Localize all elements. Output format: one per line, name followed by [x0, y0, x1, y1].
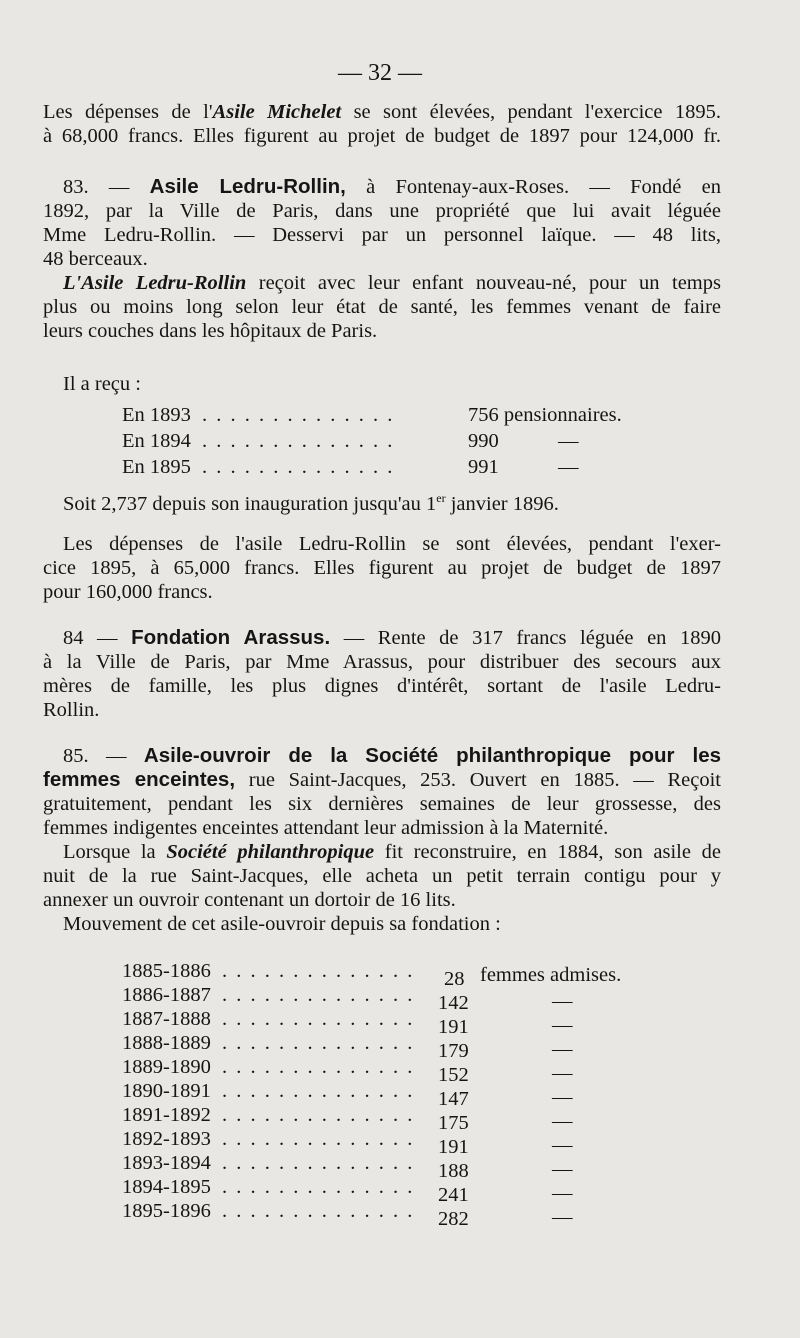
row-period: 1887-1888: [122, 1008, 211, 1030]
total-line: [43, 486, 721, 516]
s85-line-2: [43, 768, 721, 792]
row-period: 1885-1886: [122, 960, 211, 982]
asile-michelet-name: Asile Michelet: [212, 101, 342, 123]
row-dots: . . . . . . . . . . . . . .: [222, 960, 415, 982]
total-sup: er: [436, 491, 446, 505]
row-dots: . . . . . . . . . . . . . .: [222, 1128, 415, 1150]
s85-line2-rest: rue Saint-Jacques, 253. Ouvert en 1885. — Reçoit: [235, 769, 721, 791]
s84-line-2: à la Ville de Paris, par Mme Arassus, pour distribuer des secours aux: [43, 651, 721, 673]
row-period: 1886-1887: [122, 984, 211, 1006]
row-dots: . . . . . . . . . . . . . .: [222, 1032, 415, 1054]
dep-line-1: Les dépenses de l'asile Ledru-Rollin se sont élevées, pendant l'exer-: [63, 533, 721, 555]
s83-number: 83. —: [63, 176, 150, 198]
ditto-mark: —: [552, 1014, 573, 1036]
asile-ledru-rollin-name: L'Asile Ledru-Rollin: [63, 272, 247, 294]
s83-p2-line-2: plus ou moins long selon leur état de santé, les femmes venant de faire: [43, 296, 721, 318]
s85-line-1: [43, 744, 721, 768]
row-dots: . . . . . . . . . . . . . .: [222, 1104, 415, 1126]
row-period: 1895-1896: [122, 1200, 211, 1222]
s85-p2-line-3: annexer un ouvroir contenant un dortoir de 16 lits.: [43, 889, 456, 911]
s85-title: Asile-ouvroir de la Société philanthropique pour les: [143, 744, 721, 767]
row-value: 756 pensionnaires.: [468, 404, 622, 426]
s84-line-3: mères de famille, les plus dignes d'intérêt, sortant de l'asile Ledru-: [43, 675, 721, 697]
ditto-mark: —: [558, 456, 579, 478]
s83-line-1: [43, 175, 721, 199]
row-value: 152: [438, 1064, 469, 1086]
ditto-mark: —: [552, 1110, 573, 1132]
s83-total: [43, 486, 721, 516]
intro-text-rest: se sont élevées, pendant l'exercice 1895.: [341, 101, 721, 123]
s84-title: Fondation Arassus.: [131, 626, 331, 649]
s83-p2-rest: reçoit avec leur enfant nouveau-né, pour un temps: [246, 272, 721, 294]
row-value: 191: [438, 1016, 469, 1038]
intro-line-1: [43, 100, 721, 124]
section-84: [43, 626, 721, 722]
ditto-mark: —: [552, 1158, 573, 1180]
row-year: En 1894: [122, 430, 191, 452]
row-value: 991: [468, 456, 499, 478]
row-dots: . . . . . . . . . . . . . .: [222, 1152, 415, 1174]
row-dots: . . . . . . . . . . . . . .: [222, 984, 415, 1006]
s85-line-4: femmes indigentes enceintes attendant leur admission à la Maternité.: [43, 817, 609, 839]
dep-line-2: cice 1895, à 65,000 francs. Elles figurent au projet de budget de 1897: [43, 557, 721, 579]
row-period: 1893-1894: [122, 1152, 211, 1174]
dep-line-3: pour 160,000 francs.: [43, 581, 213, 603]
s83-line-4: 48 berceaux.: [43, 248, 148, 270]
row-period: 1888-1889: [122, 1032, 211, 1054]
s83-title: Asile Ledru-Rollin,: [149, 175, 346, 198]
s84-line1-rest: — Rente de 317 francs léguée en 1890: [330, 627, 721, 649]
s83-recu: [43, 372, 721, 396]
row-period: 1891-1892: [122, 1104, 211, 1126]
row-dots: . . . . . . . . . . . . . .: [202, 456, 395, 478]
s83-depenses: [43, 532, 721, 604]
row-year: En 1893: [122, 404, 191, 426]
row-period: 1889-1890: [122, 1056, 211, 1078]
row-value: 179: [438, 1040, 469, 1062]
row-value: 142: [438, 992, 469, 1014]
ditto-mark: —: [552, 1038, 573, 1060]
row-dots: . . . . . . . . . . . . . .: [202, 430, 395, 452]
row-year: En 1895: [122, 456, 191, 478]
s84-number: 84 —: [63, 627, 132, 649]
ditto-mark: —: [552, 990, 573, 1012]
s85-line-3: gratuitement, pendant les six dernières semaines de leur grossesse, des: [43, 793, 721, 815]
row-dots: . . . . . . . . . . . . . .: [202, 404, 395, 426]
row-value: 175: [438, 1112, 469, 1134]
societe-name: Société philanthropique: [166, 841, 375, 863]
s83-line-3: Mme Ledru-Rollin. — Desservi par un personnel laïque. — 48 lits,: [43, 224, 721, 246]
row-period: 1890-1891: [122, 1080, 211, 1102]
ditto-mark: —: [552, 1134, 573, 1156]
row-dots: . . . . . . . . . . . . . .: [222, 1200, 415, 1222]
ditto-mark: —: [552, 1086, 573, 1108]
section-83: [43, 175, 721, 343]
ditto-mark: —: [552, 1062, 573, 1084]
row-dots: . . . . . . . . . . . . . .: [222, 1080, 415, 1102]
ditto-mark: —: [558, 430, 579, 452]
row-value: 188: [438, 1160, 469, 1182]
row-value: 990: [468, 430, 499, 452]
s83-p2-line-1: [43, 271, 721, 295]
section-85: [43, 744, 721, 936]
mouvement-label: Mouvement de cet asile-ouvroir depuis sa fondation :: [63, 913, 501, 935]
row-dots: . . . . . . . . . . . . . .: [222, 1008, 415, 1030]
row-value: 282: [438, 1208, 469, 1230]
row-dots: . . . . . . . . . . . . . .: [222, 1056, 415, 1078]
s84-line-4: Rollin.: [43, 699, 100, 721]
row-period: 1892-1893: [122, 1128, 211, 1150]
s85-title-end: femmes enceintes,: [43, 768, 236, 791]
s85-p2-line-1: [43, 840, 721, 864]
intro-text: Les dépenses de l': [43, 101, 213, 123]
total-text: Soit 2,737 depuis son inauguration jusqu'au 1: [63, 492, 437, 515]
s85-p2-text: Lorsque la: [63, 841, 167, 863]
intro-paragraph: [43, 100, 721, 148]
s85-p2-rest: fit reconstruire, en 1884, son asile de: [374, 841, 721, 863]
ditto-mark: —: [552, 1206, 573, 1228]
s84-line-1: [43, 626, 721, 650]
row-period: 1894-1895: [122, 1176, 211, 1198]
s83-p2-line-3: leurs couches dans les hôpitaux de Paris.: [43, 320, 378, 342]
intro-line-2: à 68,000 francs. Elles figurent au projet de budget de 1897 pour 124,000 fr.: [43, 125, 721, 147]
s85-number: 85. —: [63, 745, 144, 767]
s83-line-2: 1892, par la Ville de Paris, dans une propriété que lui avait léguée: [43, 200, 721, 222]
s83-line1-rest: à Fontenay-aux-Roses. — Fondé en: [345, 176, 721, 198]
row-value: 191: [438, 1136, 469, 1158]
recu-label: Il a reçu :: [63, 373, 141, 395]
row-value: 28: [444, 968, 465, 990]
row-dots: . . . . . . . . . . . . . .: [222, 1176, 415, 1198]
ditto-mark: —: [552, 1182, 573, 1204]
page-number: — 32 —: [338, 60, 422, 86]
s85-p2-line-2: nuit de la rue Saint-Jacques, elle acheta un petit terrain contigu pour y: [43, 865, 721, 887]
total-text-end: janvier 1896.: [445, 492, 559, 515]
row-label: femmes admises.: [480, 964, 622, 986]
row-value: 241: [438, 1184, 469, 1206]
row-value: 147: [438, 1088, 469, 1110]
